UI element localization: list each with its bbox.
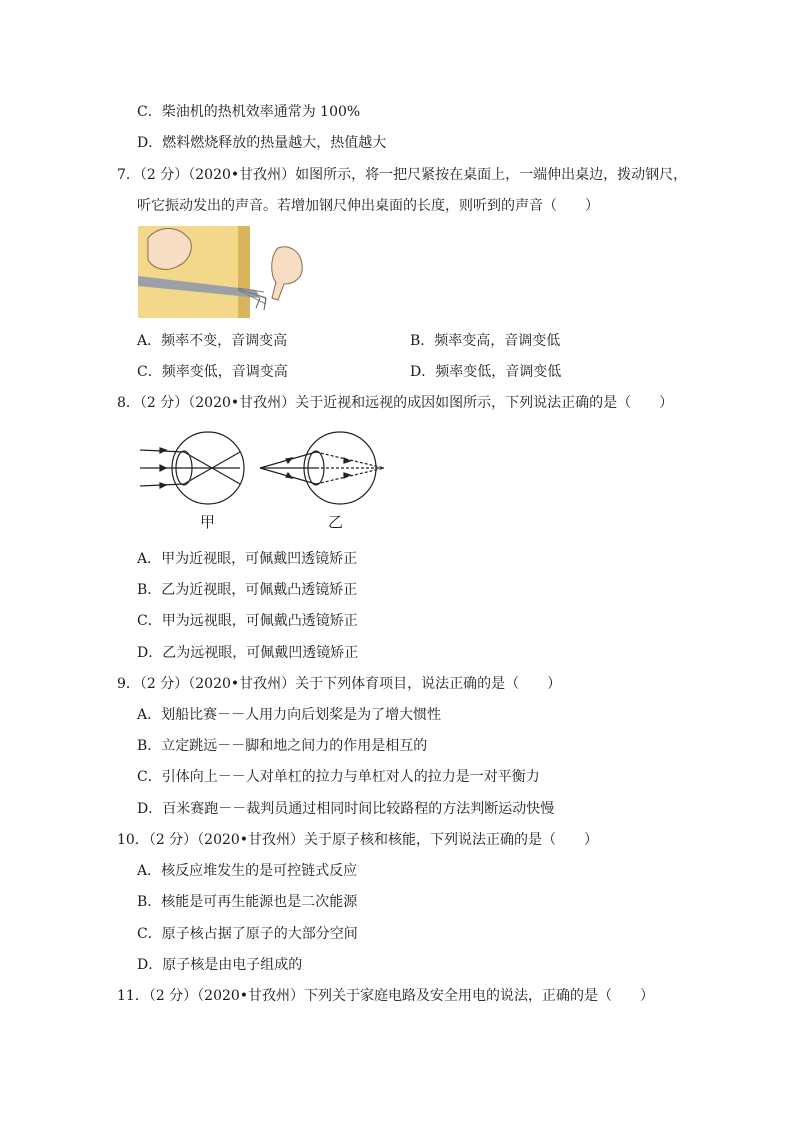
q10-option-d: D．原子核是由电子组成的	[137, 957, 303, 973]
q8-option-a: A．甲为近视眼，可佩戴凹透镜矫正	[137, 551, 358, 567]
q6-option-c: C．柴油机的热机效率通常为 100%	[137, 104, 361, 120]
q8-stem: 8．（2 分）（2020•甘孜州）关于近视和远视的成因如图所示，下列说法正确的是（ ）	[117, 395, 674, 411]
table-edge	[238, 226, 250, 318]
q9-option-d: D．百米赛跑－－裁判员通过相同时间比较路程的方法判断运动快慢	[137, 801, 555, 817]
figure-label-right: 乙	[328, 513, 344, 531]
q10-option-b: B．核能是可再生能源也是二次能源	[137, 894, 358, 910]
q9-option-b: B．立定跳远－－脚和地之间力的作用是相互的	[137, 738, 428, 754]
q7-stem-line2: 听它振动发出的声音。若增加钢尺伸出桌面的长度，则听到的声音（ ）	[137, 198, 599, 214]
q7-option-c: C．频率变低，音调变高	[137, 364, 288, 380]
q9-option-a: A．划船比赛－－人用力向后划桨是为了增大惯性	[137, 707, 442, 723]
q11-stem: 11．（2 分）（2020•甘孜州）下列关于家庭电路及安全用电的说法，正确的是（ ）	[117, 988, 655, 1004]
q8-option-c: C．甲为远视眼，可佩戴凸透镜矫正	[137, 613, 358, 629]
q7-option-b: B．频率变高，音调变低	[410, 333, 561, 349]
q7-option-d: D．频率变低，音调变低	[410, 364, 562, 380]
q10-stem: 10．（2 分）（2020•甘孜州）关于原子核和核能，下列说法正确的是（ ）	[117, 832, 599, 848]
eye-diagrams-figure	[140, 428, 390, 538]
q6-option-d: D．燃料燃烧释放的热量越大，热值越大	[137, 135, 387, 151]
figure-label-left: 甲	[200, 513, 216, 531]
eye-diagram-left	[140, 432, 244, 504]
q8-option-d: D．乙为远视眼，可佩戴凹透镜矫正	[137, 645, 359, 661]
plucking-hand	[272, 247, 303, 300]
q7-option-a: A．频率不变，音调变高	[137, 333, 288, 349]
q10-option-a: A．核反应堆发生的是可控链式反应	[137, 863, 358, 879]
ruler-on-table-figure	[138, 226, 308, 318]
q10-option-c: C．原子核占据了原子的大部分空间	[137, 926, 358, 942]
q9-stem: 9．（2 分）（2020•甘孜州）关于下列体育项目，说法正确的是（ ）	[117, 676, 562, 692]
q7-stem-line1: 7．（2 分）（2020•甘孜州）如图所示，将一把尺紧按在桌面上，一端伸出桌边，拨动钢尺，	[117, 167, 688, 183]
q9-option-c: C．引体向上－－人对单杠的拉力与单杠对人的拉力是一对平衡力	[137, 769, 540, 785]
q8-option-b: B．乙为近视眼，可佩戴凸透镜矫正	[137, 582, 358, 598]
eye-diagram-right	[260, 432, 384, 504]
